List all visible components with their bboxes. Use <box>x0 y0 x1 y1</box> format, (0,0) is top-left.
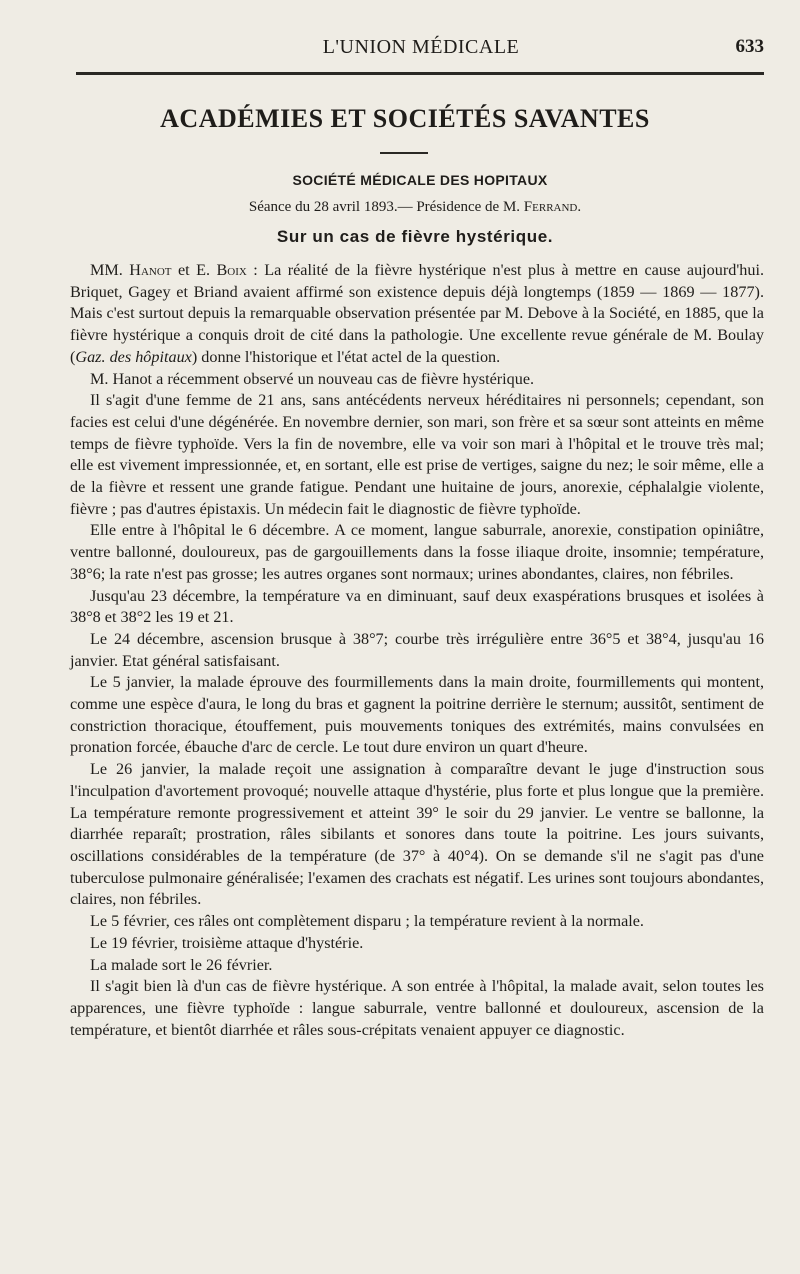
journal-title: L'UNION MÉDICALE <box>322 36 520 58</box>
running-head <box>74 34 768 70</box>
journal-citation: Gaz. des hôpitaux <box>75 347 192 366</box>
author-name-hanot: Hanot <box>129 261 172 279</box>
intro-text-4: ) donne l'historique et l'état actel de la question. <box>191 347 501 366</box>
intro-text-1: MM. <box>90 261 130 279</box>
body-paragraph: Le 24 décembre, ascension brusque à 38°7; courbe très irrégulière entre 36°5 et 38°4, jusqu'au 16 janvier. Etat général satisfaisant. <box>70 629 764 670</box>
society-name: SOCIÉTÉ MÉDICALE DES HOPITAUX <box>292 172 548 188</box>
intro-text-2: et E. <box>171 261 217 279</box>
section-title: ACADÉMIES ET SOCIÉTÉS SAVANTES <box>160 104 650 133</box>
session-prefix: Séance du 28 avril 1893.— Présidence de M. <box>248 199 524 215</box>
session-suffix: . <box>577 199 582 215</box>
intro-paragraph <box>70 260 764 369</box>
body-paragraph: Elle entre à l'hôpital le 6 décembre. A ce moment, langue saburrale, anorexie, constipation opiniâtre, ventre ballonné, douloureux, pas de gargouillements dans la fosse iliaque droite, insomnie; température, 38°6; la rate n'est pas grosse; les autres organes sont normaux; urines abondantes, claires, non fébriles. <box>70 521 764 583</box>
session-line <box>150 199 680 216</box>
body-paragraph: M. Hanot a récemment observé un nouveau cas de fièvre hystérique. <box>90 369 535 388</box>
intro-text-3: : La réalité de la fièvre hystérique n'est plus à mettre en cause aujourd'hui. Briquet, Gagey et Briand avaient affirmé son existence depuis déjà longtemps (1859 — 1869 — 1877). Mais c'est surtout depuis la remarquable observation présentée par M. Debove à la Société, en 1885, que la fièvre hystérique a conquis droit de cité dans la pathologie. Une excellente revue générale de M. Boulay ( <box>70 261 764 366</box>
body-paragraph: Jusqu'au 23 décembre, la température va en diminuant, sauf deux exaspérations brusques et isolées à 38°8 et 38°2 les 19 et 21. <box>70 586 764 627</box>
body-paragraph: Le 19 février, troisième attaque d'hystérie. <box>90 933 364 952</box>
page-number: 633 <box>735 36 764 57</box>
body-paragraph: Il s'agit d'une femme de 21 ans, sans antécédents nerveux héréditaires ni personnels; cependant, son facies est celui d'une dégénérée. En novembre dernier, son mari, son frère et sa sœur sont atteints en même temps de fièvre typhoïde. Vers la fin de novembre, elle va voir son mari à l'hôpital et le trouve très mal; elle est vivement impressionnée, et, en sortant, elle est prise de vertiges, saigne du nez; le soir même, elle a de la fièvre et ressent une grande fatigue. Pendant une huitaine de jours, anorexie, céphalalgie violente, fièvre ; pas d'autres épistaxis. Un médecin fait le diagnostic de fièvre typhoïde. <box>70 391 764 518</box>
section-divider <box>380 152 428 154</box>
body-paragraph: Le 5 février, ces râles ont complètement disparu ; la température revient à la normale. <box>90 912 644 931</box>
article-title: Sur un cas de fièvre hystérique. <box>276 227 554 246</box>
body-paragraph: Le 26 janvier, la malade reçoit une assignation à comparaître devant le juge d'instruction sous l'inculpation d'avortement provoqué; nouvelle attaque d'hystérie, plus forte et plus longue que la première. La température remonte progressivement et atteint 39° le soir du 29 janvier. Le ventre se ballonne, la diarrhée reparaît; prostration, râles sibilants et sonores dans toute la poitrine. Les jours suivants, oscillations considérables de la température (de 37° à 40°4). On se demande s'il ne s'agit pas d'une tuberculose pulmonaire généralisée; l'examen des crachats est négatif. Les urines sont toujours abondantes, claires, non fébriles. <box>70 760 764 909</box>
author-name-boix: Boix <box>216 261 247 279</box>
body-paragraph: Il s'agit bien là d'un cas de fièvre hystérique. A son entrée à l'hôpital, la malade avait, selon toutes les apparences, une fièvre typhoïde : langue saburrale, ventre ballonné et douloureux, ascension de la température, et bientôt diarrhée et râles sous-crépitats venaient appuyer ce diagnostic. <box>70 977 764 1039</box>
body-paragraph: Le 5 janvier, la malade éprouve des fourmillements dans la main droite, fourmillements qui montent, comme une espèce d'aura, le long du bras et gagnent la poitrine derrière le sternum; aussitôt, sentiment de constriction thoracique, étouffement, puis mouvements toniques des extrémités, mains convulsées en pronation forcée, ébauche d'arc de cercle. Le tout dure environ un quart d'heure. <box>70 673 764 757</box>
header-rule <box>76 72 764 75</box>
article-body <box>70 260 764 1041</box>
president-name: Ferrand <box>523 199 578 215</box>
body-paragraph: La malade sort le 26 février. <box>90 955 273 974</box>
